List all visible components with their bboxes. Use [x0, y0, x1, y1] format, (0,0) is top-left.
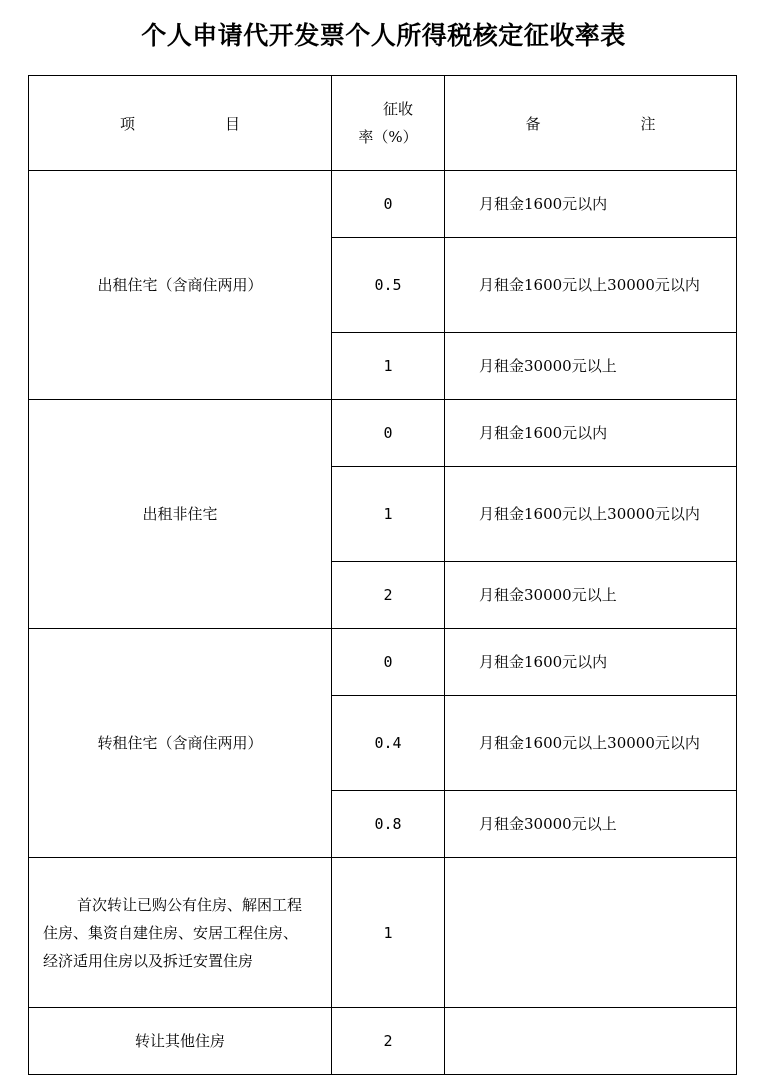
note-cell — [445, 562, 737, 629]
header-note-char-2: 注 — [640, 114, 656, 133]
note-cell — [445, 1008, 737, 1075]
note-cell — [445, 696, 737, 791]
item-cell: 转让其他住房 — [29, 1008, 332, 1075]
note-cell — [445, 238, 737, 333]
rate-cell: 1 — [332, 467, 445, 562]
table-header-row — [29, 76, 737, 171]
note-text: 月租金1600元以内 — [479, 653, 608, 671]
table-row — [29, 171, 737, 238]
note-text: 月租金1600元以内 — [479, 195, 608, 213]
rate-cell: 1 — [332, 858, 445, 1008]
rate-cell: 2 — [332, 562, 445, 629]
rate-cell: 0.4 — [332, 696, 445, 791]
note-cell — [445, 400, 737, 467]
item-cell: 转租住宅（含商住两用） — [29, 629, 332, 858]
rate-cell: 2 — [332, 1008, 445, 1075]
table-row — [29, 400, 737, 467]
header-note-char-1: 备 — [525, 114, 541, 133]
header-item-char-2: 目 — [225, 114, 241, 133]
note-text: 月租金30000元以上 — [479, 586, 617, 604]
note-cell — [445, 858, 737, 1008]
rate-cell: 0.8 — [332, 791, 445, 858]
note-cell — [445, 629, 737, 696]
note-cell — [445, 333, 737, 400]
item-text: 首次转让已购公有住房、解困工程住房、集资自建住房、安居工程住房、经济适用住房以及拆迁安置住房 — [43, 895, 303, 970]
rate-cell: 0 — [332, 629, 445, 696]
page-title: 个人申请代开发票个人所得税核定征收率表 — [141, 21, 626, 50]
table-row — [29, 1008, 737, 1075]
header-item-char-1: 项 — [119, 114, 135, 133]
header-rate-line2: 率（%） — [358, 128, 418, 146]
item-cell — [29, 858, 332, 1008]
rate-cell: 0 — [332, 171, 445, 238]
rate-cell: 1 — [332, 333, 445, 400]
item-cell: 出租住宅（含商住两用） — [29, 171, 332, 400]
rate-cell: 0 — [332, 400, 445, 467]
note-cell — [445, 467, 737, 562]
header-item — [29, 76, 332, 171]
item-cell: 出租非住宅 — [29, 400, 332, 629]
note-text: 月租金1600元以上30000元以内 — [479, 734, 700, 752]
header-rate-line1: 征收 — [382, 100, 413, 118]
table-row — [29, 629, 737, 696]
header-note — [445, 76, 737, 171]
note-text: 月租金1600元以内 — [479, 424, 608, 442]
note-text: 月租金30000元以上 — [479, 357, 617, 375]
note-text: 月租金30000元以上 — [479, 815, 617, 833]
tax-rate-table — [28, 75, 737, 1075]
note-cell — [445, 791, 737, 858]
rate-cell: 0.5 — [332, 238, 445, 333]
note-cell — [445, 171, 737, 238]
table-row — [29, 858, 737, 1008]
note-text: 月租金1600元以上30000元以内 — [479, 276, 700, 294]
header-rate — [332, 76, 445, 171]
note-text: 月租金1600元以上30000元以内 — [479, 505, 700, 523]
